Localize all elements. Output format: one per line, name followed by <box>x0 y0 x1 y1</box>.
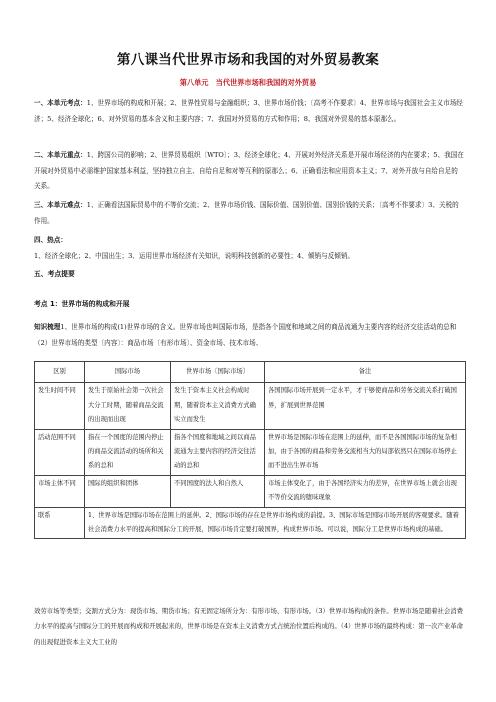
table-cell: 发生时间不同 <box>35 383 85 429</box>
link-label-cell: 联系 <box>35 507 85 539</box>
table-row <box>35 383 466 429</box>
knowledge-text: 1、世界市场的构成(1)世界市场的含义。世界市场也叫国际市场，是指各个国度和地域之间的商品流通为主要内容的经济交往活动的总和（2）世界市场的类型〔内容〕：商品市场〔有形市场〕、资金市场、技术市场、 <box>34 323 457 347</box>
exam-points-label: 一、本单元考点： <box>34 99 87 107</box>
comparison-table <box>34 361 466 539</box>
table-header: 世界市场〔国际市场〕 <box>171 362 265 383</box>
table-cell: 市场主体变化了，由于各国经济实力的差异，在世界市场上就会出现不等价交流的堕昧现象 <box>265 475 466 507</box>
hot-points-label: 四、热点： <box>34 236 67 244</box>
hot-points-paragraph <box>34 233 464 264</box>
link-text-cell: 1、世界市场是国际市场在范围上的延伸。2、国际市场的存在是世界市场构成的前提。3、国际市场是国际市场开展的客观要求。随着社会消费力水平的提高和国际分工的开展，国际市场肯定要打破国界，构成世界市场。可以说，国际分工是世界市场构成的基础。 <box>85 507 466 539</box>
table-header: 备注 <box>265 362 466 383</box>
table-header: 区别 <box>35 362 85 383</box>
table-cell: 指各个国度和地域之间以商品流通为主要内容的经济交往活动的总和 <box>171 429 265 475</box>
footer-paragraph: 效劳市场等类型；交割方式分为：现货市场、期货市场；有无固定场所分为：有形市场、有形市场。（3）世界市场构成的条件。世界市场是随着社会消费力水平的提高与国际分工的开展而构成和开展起来的，世界市场是在资本主义消费方式占统治位置后构成的。（4）世界市场的最终构成：第一次产业革命的出现促进资本主义大工业的 <box>34 607 464 646</box>
table-cell: 发生于资本主义社会构成时期，随着资本主义消费方式确实立而发生 <box>171 383 265 429</box>
exam-points-text: 1、世界市场的构成和开展；2、世界性贸易与金融组织；3、世界市场价钱；〔高考不作要求〕4、世界市场与我国社会主义市场经济；5、经济全球化；6、对外贸易的基本含义和主要内容；7、我国对外贸易的方式和作用；8、我国对外贸易的基本原那么。 <box>34 99 463 123</box>
table-cell: 国际的组织和团体 <box>85 475 171 507</box>
table-cell: 各国国际市场开展到一定水平，才干够使商品和劳务交流关系打破国界，扩展到世界范围 <box>265 383 466 429</box>
table-cell: 活动范围不同 <box>35 429 85 475</box>
table-row <box>35 475 466 507</box>
table-cell: 指在一个国度的范围内停止的商品交流活动的场所和关系的总和 <box>85 429 171 475</box>
difficult-points-paragraph <box>34 198 464 229</box>
difficult-points-label: 三、本单元难点： <box>34 201 87 209</box>
table-cell: 不同国度的法人和自然人 <box>171 475 265 507</box>
document-title: 第八课当代世界市场和我国的对外贸易教案 <box>116 52 380 68</box>
table-header-row <box>35 362 466 383</box>
key-points-text: 1、跨国公司的影响；2、世界贸易组织〔WTO〕；3、经济全球化；4、开展对外经济关系是开展市场经济的内在要求；5、我国在开展对外贸易中必需维护国家基本利益，坚持独立自主、自给自足和对等互利的原那么；6、正确看法和应用资本主义；7、对外开放与自给自足的关系。 <box>34 151 464 191</box>
table-row <box>35 429 466 475</box>
exam-tips-heading: 五、考点提要 <box>34 270 75 278</box>
table-cell: 市场主体不同 <box>35 475 85 507</box>
table-header: 国际市场 <box>85 362 171 383</box>
table-cell: 世界市场是国际市场在范围上的延伸，而不是各国国际市场的复杂相加，由于各国的商品和劳务交流相当大的局部依然只在国际市场停止而不进出生界市场 <box>265 429 466 475</box>
knowledge-paragraph <box>34 320 464 351</box>
unit-title: 第八单元 当代世界市场和我国的对外贸易 <box>179 78 317 87</box>
hot-points-text: 1、经济全球化；2、中国出生；3、运用世界市场经济有关知识，说明科技创新的必要性；4、倾销与反倾销。 <box>34 251 355 260</box>
key-points-label: 二、本单元重点： <box>34 151 87 159</box>
difficult-points-text: 1、正确看法国际贸易中的不等价交流；2、世界市场价钱、国际价值、国别价值、国别价钱的关系；〔高考不作要求〕3、关税的作用。 <box>34 201 459 225</box>
exam-points-paragraph <box>34 96 464 127</box>
key-points-paragraph <box>34 148 464 195</box>
table-link-row <box>35 507 466 539</box>
knowledge-label: 知识梳理 <box>34 323 61 331</box>
table-cell: 发生于原始社会第一次社会大分工时期，随着商品交流的出现而出现 <box>85 383 171 429</box>
point1-heading: 考点 1：世界市场的构成和开展 <box>34 300 130 308</box>
